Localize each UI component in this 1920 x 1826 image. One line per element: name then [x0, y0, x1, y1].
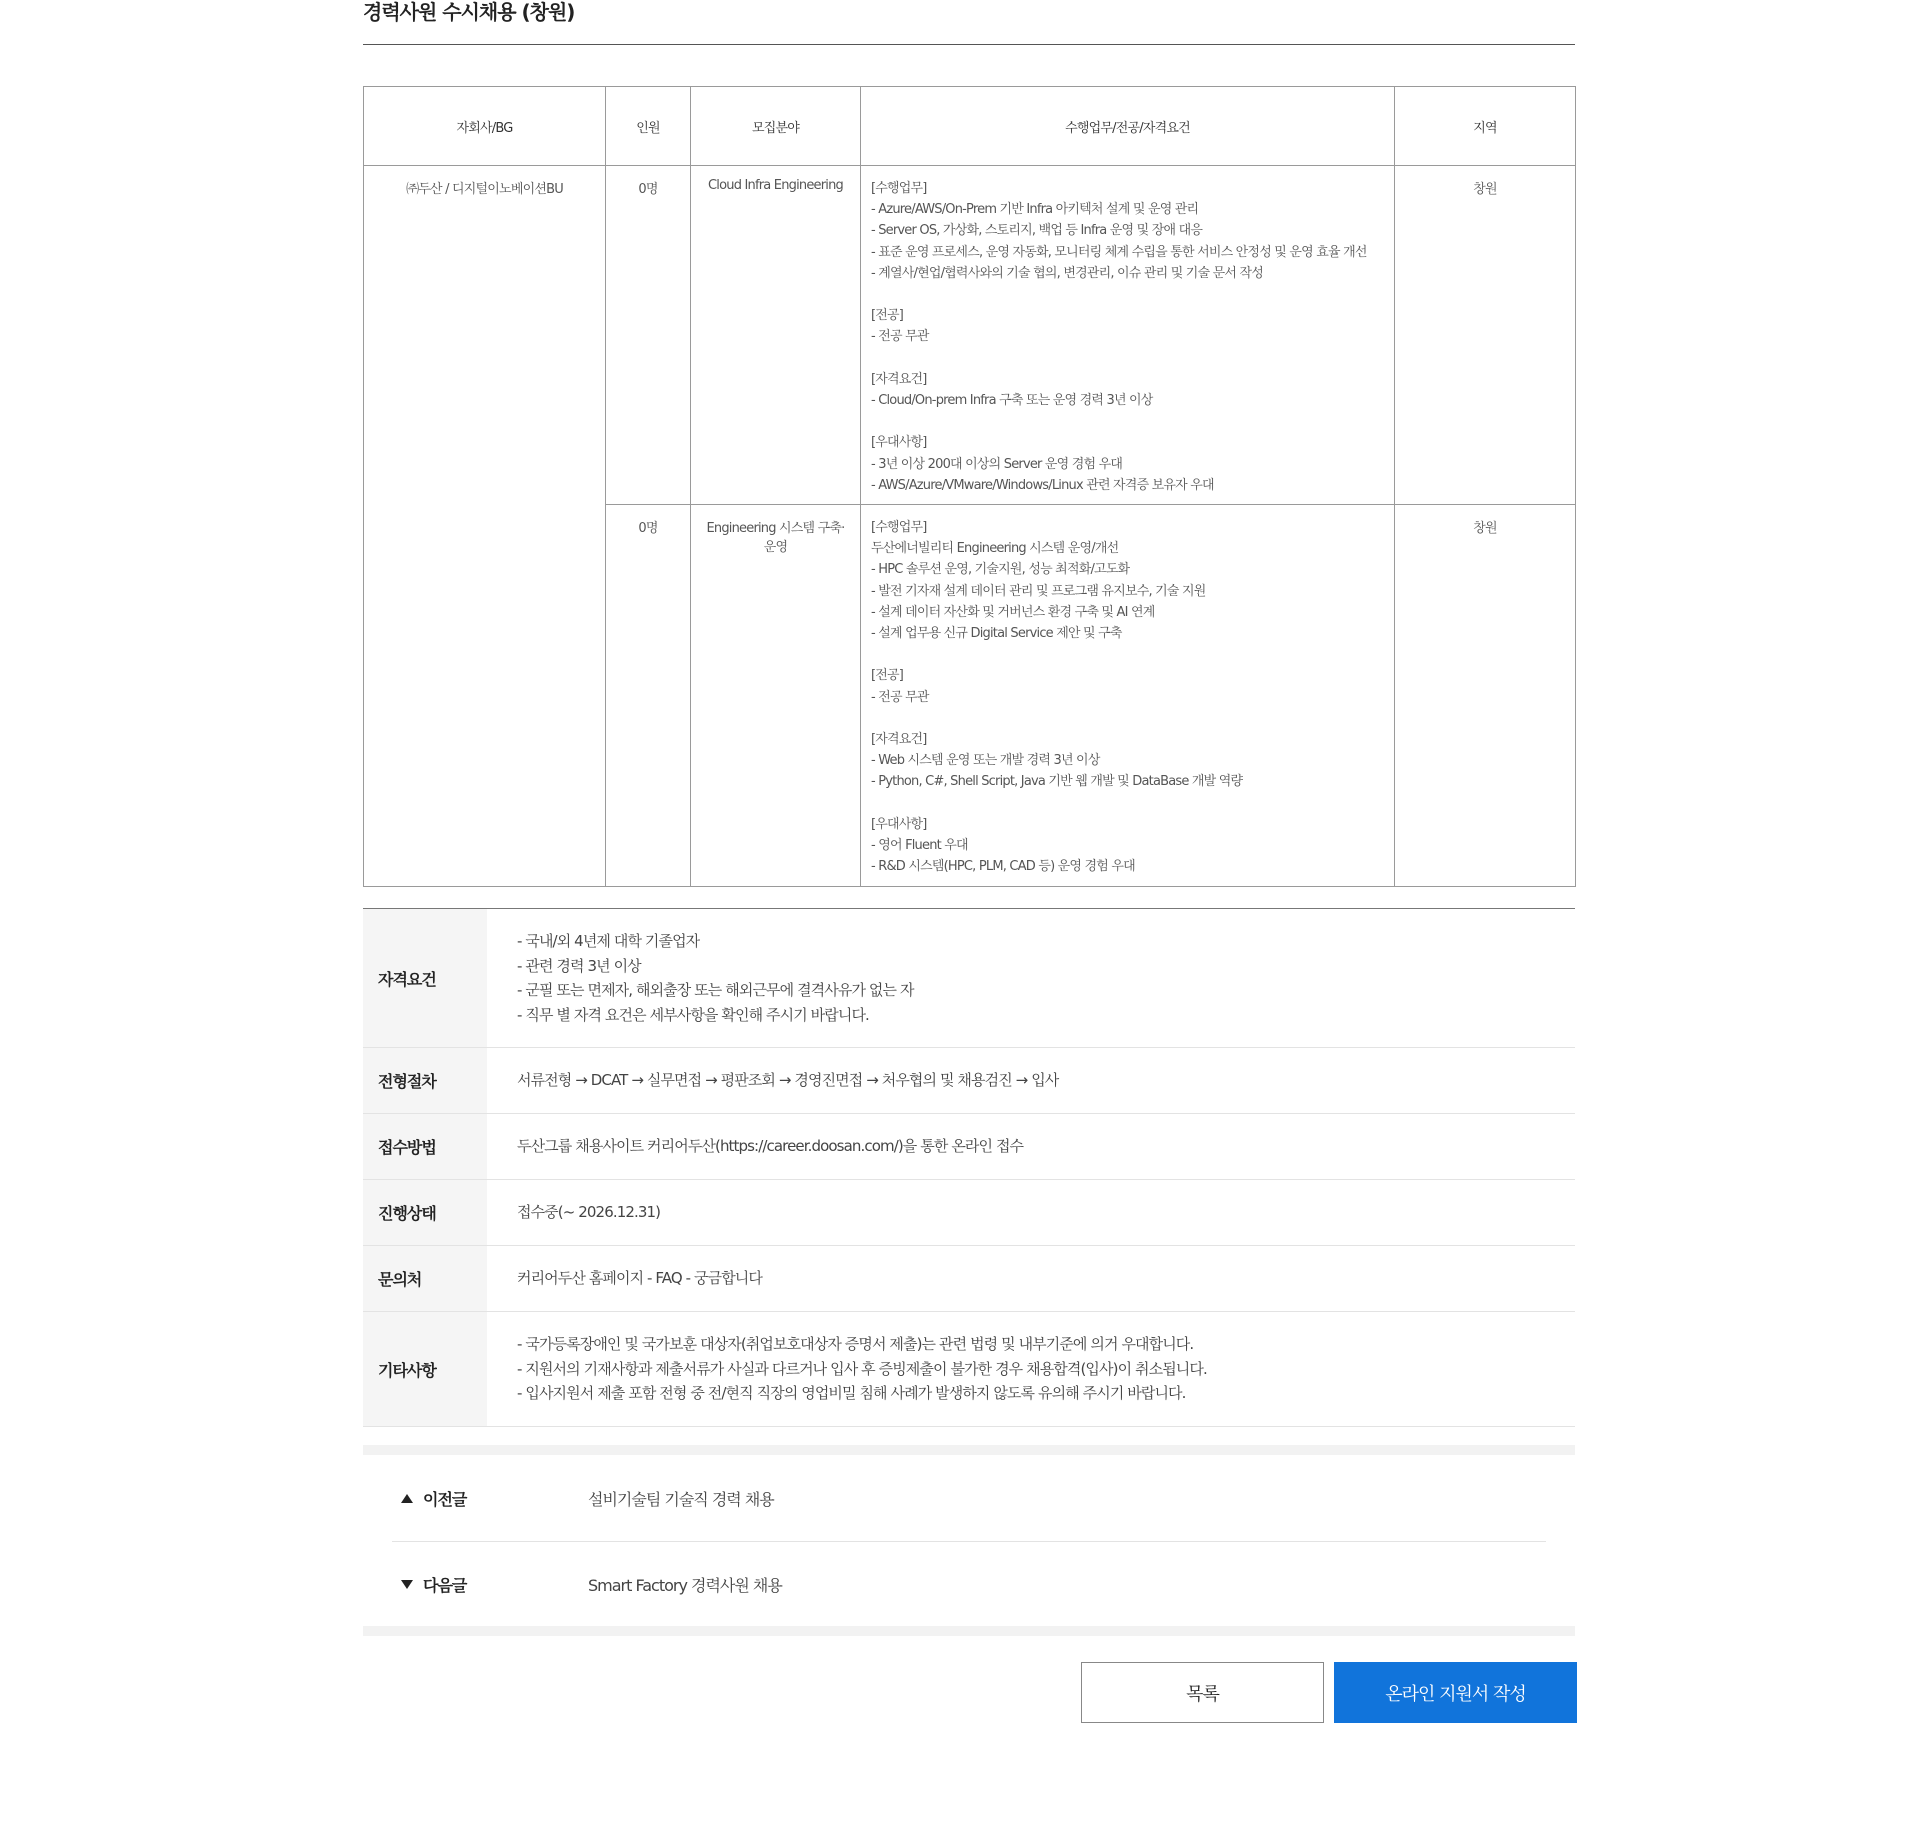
header-details: 수행업무/전공/자격요건 [861, 87, 1395, 166]
header-field: 모집분야 [691, 87, 861, 166]
detail-line: - 설계 데이터 자산화 및 거버넌스 환경 구축 및 AI 연계 [871, 604, 1155, 620]
detail-line: [전공] [871, 668, 904, 684]
detail-line: - Azure/AWS/On-Prem 기반 Infra 아키텍처 설계 및 운영 관리 [871, 202, 1199, 218]
next-post-title[interactable]: Smart Factory 경력사원 채용 [588, 1575, 782, 1595]
info-line: 접수중(~ 2026.12.31) [517, 1203, 661, 1222]
info-label: 접수방법 [363, 1114, 487, 1179]
info-label: 전형절차 [363, 1048, 487, 1113]
info-row-process [363, 1048, 1575, 1114]
region-cell: 창원 [1395, 166, 1576, 505]
list-button[interactable]: 목록 [1081, 1662, 1324, 1723]
details-cell [861, 505, 1395, 887]
table-row [364, 166, 1576, 505]
info-line: - 군필 또는 면제자, 해외출장 또는 해외근무에 결격사유가 없는 자 [517, 981, 914, 999]
detail-line: - HPC 솔루션 운영, 기술지원, 성능 최적화/고도화 [871, 562, 1130, 578]
header-headcount: 인원 [606, 87, 691, 166]
detail-line: [자격요건] [871, 732, 927, 747]
info-line: 서류전형 → DCAT → 실무면접 → 평판조회 → 경영진면접 → 처우협의 및 채용검진 → 입사 [517, 1071, 1059, 1090]
info-line: - 직무 별 자격 요건은 세부사항을 확인해 주시기 바랍니다. [517, 1005, 869, 1024]
next-post-label: 다음글 [423, 1575, 467, 1595]
detail-line: [자격요건] [871, 371, 927, 387]
company-cell: ㈜두산 / 디지털이노베이션BU [364, 166, 606, 505]
field-cell: Cloud Infra Engineering [691, 166, 861, 505]
detail-line: [수행업무] [871, 520, 927, 535]
info-line: - 국내/외 4년제 대학 기졸업자 [517, 932, 700, 950]
job-table-header-row [364, 87, 1576, 166]
headcount-cell: 0명 [606, 505, 691, 887]
detail-line: - Web 시스템 운영 또는 개발 경력 3년 이상 [871, 753, 1100, 769]
info-line: - 입사지원서 제출 포함 전형 중 전/현직 직장의 영업비밀 침해 사례가 발생하지 않도록 유의해 주시기 바랍니다. [517, 1384, 1186, 1403]
info-value [487, 1114, 1575, 1179]
info-value [487, 909, 1575, 1047]
detail-line: - 전공 무관 [871, 329, 929, 345]
field-cell: Engineering 시스템 구축·운영 [691, 505, 861, 887]
info-row-status [363, 1180, 1575, 1246]
detail-line [871, 644, 1384, 665]
info-line: 두산그룹 채용사이트 커리어두산(https://career.doosan.com/)을 통한 온라인 접수 [517, 1137, 1024, 1156]
detail-line [871, 793, 1384, 814]
info-value [487, 1048, 1575, 1113]
header-company: 자회사/BG [364, 87, 606, 166]
info-row-application-method [363, 1114, 1575, 1180]
detail-line: 두산에너빌리티 Engineering 시스템 운영/개선 [871, 541, 1119, 557]
detail-line [871, 411, 1384, 432]
details-cell [861, 166, 1395, 505]
info-row-qualifications [363, 909, 1575, 1048]
detail-line: - 영어 Fluent 우대 [871, 838, 968, 853]
detail-line: - Cloud/On-prem Infra 구축 또는 운영 경력 3년 이상 [871, 393, 1153, 408]
info-label: 진행상태 [363, 1180, 487, 1245]
detail-line: [전공] [871, 308, 904, 324]
detail-line: - 설계 업무용 신규 Digital Service 제안 및 구축 [871, 626, 1122, 642]
info-value [487, 1246, 1575, 1311]
info-label: 자격요건 [363, 909, 487, 1047]
detail-line: - 발전 기자재 설계 데이터 관리 및 프로그램 유지보수, 기술 지원 [871, 583, 1206, 599]
info-value [487, 1312, 1575, 1426]
prev-next-navigation [363, 1445, 1575, 1636]
info-label: 기타사항 [363, 1312, 487, 1426]
detail-line: - 전공 무관 [871, 689, 929, 705]
info-row-other [363, 1312, 1575, 1427]
job-table [363, 86, 1576, 887]
detail-line [871, 284, 1384, 305]
detail-line [871, 708, 1384, 729]
region-cell: 창원 [1395, 505, 1576, 887]
info-line: - 지원서의 기재사항과 제출서류가 사실과 다르거나 입사 후 증빙제출이 불가한 경우 채용합격(입사)이 취소됩니다. [517, 1359, 1207, 1378]
detail-line: - 표준 운영 프로세스, 운영 자동화, 모니터링 체계 수립을 통한 서비스 안정성 및 운영 효율 개선 [871, 244, 1367, 260]
next-post-link[interactable] [392, 1541, 1546, 1627]
info-row-contact [363, 1246, 1575, 1312]
triangle-up-icon [401, 1494, 413, 1503]
info-line: - 국가등록장애인 및 국가보훈 대상자(취업보호대상자 증명서 제출)는 관련 법령 및 내부기준에 의거 우대합니다. [517, 1335, 1194, 1354]
header-region: 지역 [1395, 87, 1576, 166]
detail-line: [수행업무] [871, 181, 927, 196]
info-label: 문의처 [363, 1246, 487, 1311]
apply-online-button[interactable]: 온라인 지원서 작성 [1334, 1662, 1577, 1723]
headcount-cell: 0명 [606, 166, 691, 505]
detail-line: [우대사항] [871, 435, 927, 451]
info-line: - 관련 경력 3년 이상 [517, 956, 641, 975]
table-row [364, 505, 1576, 887]
detail-line: - 3년 이상 200대 이상의 Server 운영 경험 우대 [871, 456, 1123, 472]
info-line: 커리어두산 홈페이지 - FAQ - 궁금합니다 [517, 1269, 762, 1288]
prev-post-label: 이전글 [423, 1489, 467, 1509]
detail-line: [우대사항] [871, 816, 927, 832]
info-table [363, 908, 1575, 1427]
page-title: 경력사원 수시채용 (창원) [363, 0, 1575, 45]
company-cell-continued [364, 505, 606, 887]
triangle-down-icon [401, 1580, 413, 1589]
detail-line: - R&D 시스템(HPC, PLM, CAD 등) 운영 경험 우대 [871, 859, 1135, 875]
detail-line: - 계열사/현업/협력사와의 기술 협의, 변경관리, 이슈 관리 및 기술 문서 작성 [871, 265, 1264, 281]
prev-post-title[interactable]: 설비기술팀 기술직 경력 채용 [588, 1489, 774, 1509]
detail-line: - Server OS, 가상화, 스토리지, 백업 등 Infra 운영 및 장애 대응 [871, 223, 1203, 239]
info-value [487, 1180, 1575, 1245]
prev-post-link[interactable] [392, 1455, 1546, 1542]
detail-line: - Python, C#, Shell Script, Java 기반 웹 개발 및 DataBase 개발 역량 [871, 774, 1243, 790]
detail-line: - AWS/Azure/VMware/Windows/Linux 관련 자격증 보유자 우대 [871, 477, 1214, 493]
detail-line [871, 348, 1384, 369]
